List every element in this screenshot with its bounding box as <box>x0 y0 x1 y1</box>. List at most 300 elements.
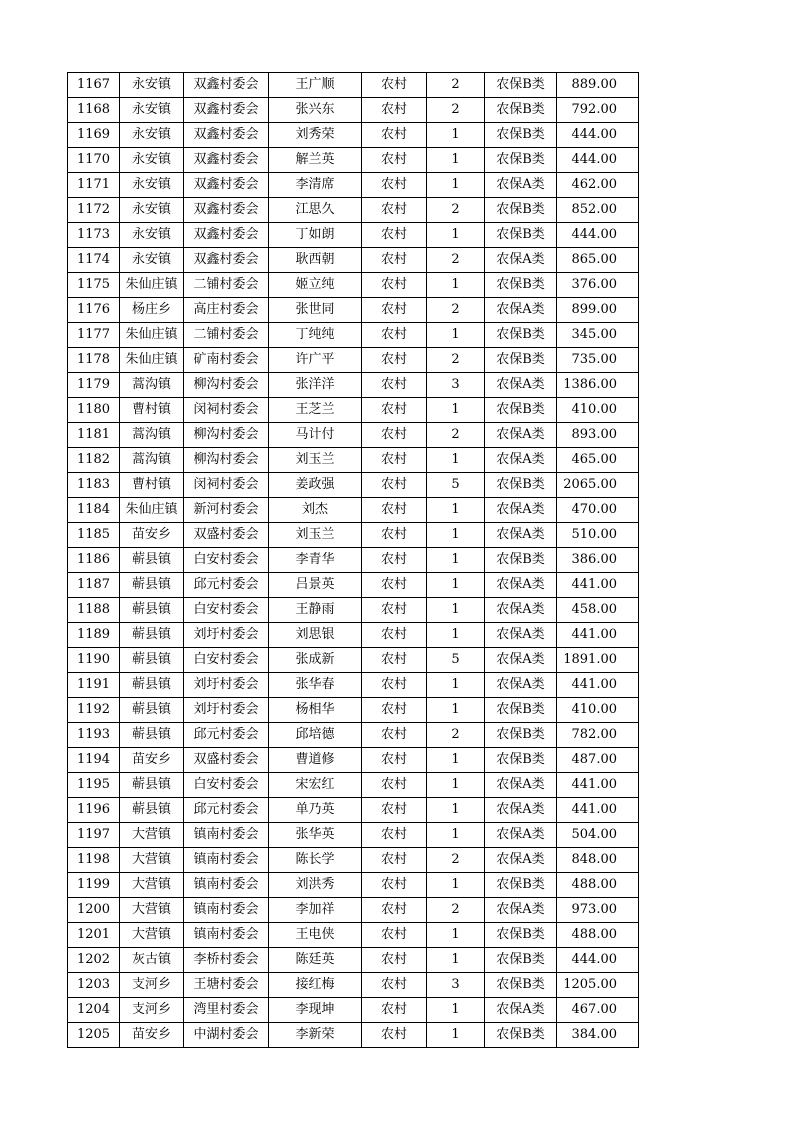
area-type-cell: 农村 <box>362 673 427 698</box>
row-number-cell: 1196 <box>68 798 120 823</box>
category-cell: 农保B类 <box>485 748 557 773</box>
category-cell: 农保B类 <box>485 548 557 573</box>
town-cell: 永安镇 <box>120 123 184 148</box>
name-cell: 单乃英 <box>269 798 362 823</box>
row-number-cell: 1201 <box>68 923 120 948</box>
category-cell: 农保A类 <box>485 173 557 198</box>
household-size-cell: 1 <box>427 323 485 348</box>
household-size-cell: 1 <box>427 948 485 973</box>
amount-cell: 865.00 <box>557 248 639 273</box>
village-cell: 闵祠村委会 <box>184 398 269 423</box>
row-number-cell: 1185 <box>68 523 120 548</box>
area-type-cell: 农村 <box>362 498 427 523</box>
category-cell: 农保A类 <box>485 798 557 823</box>
table-row <box>68 198 639 223</box>
town-cell: 曹村镇 <box>120 473 184 498</box>
row-number-cell: 1167 <box>68 73 120 98</box>
village-cell: 双鑫村委会 <box>184 123 269 148</box>
category-cell: 农保B类 <box>485 948 557 973</box>
household-size-cell: 1 <box>427 498 485 523</box>
name-cell: 宋宏红 <box>269 773 362 798</box>
category-cell: 农保B类 <box>485 873 557 898</box>
town-cell: 永安镇 <box>120 73 184 98</box>
name-cell: 李青华 <box>269 548 362 573</box>
amount-cell: 852.00 <box>557 198 639 223</box>
table-row <box>68 773 639 798</box>
town-cell: 蕲县镇 <box>120 648 184 673</box>
name-cell: 刘玉兰 <box>269 523 362 548</box>
category-cell: 农保A类 <box>485 248 557 273</box>
category-cell: 农保B类 <box>485 198 557 223</box>
row-number-cell: 1177 <box>68 323 120 348</box>
village-cell: 柳沟村委会 <box>184 448 269 473</box>
name-cell: 陈廷英 <box>269 948 362 973</box>
row-number-cell: 1195 <box>68 773 120 798</box>
town-cell: 灰古镇 <box>120 948 184 973</box>
name-cell: 陈长学 <box>269 848 362 873</box>
household-size-cell: 2 <box>427 723 485 748</box>
name-cell: 刘玉兰 <box>269 448 362 473</box>
household-size-cell: 1 <box>427 748 485 773</box>
name-cell: 李现坤 <box>269 998 362 1023</box>
village-cell: 矿南村委会 <box>184 348 269 373</box>
household-size-cell: 1 <box>427 923 485 948</box>
row-number-cell: 1194 <box>68 748 120 773</box>
table-row <box>68 723 639 748</box>
amount-cell: 487.00 <box>557 748 639 773</box>
table-row <box>68 923 639 948</box>
area-type-cell: 农村 <box>362 923 427 948</box>
table-row <box>68 98 639 123</box>
row-number-cell: 1203 <box>68 973 120 998</box>
category-cell: 农保A类 <box>485 298 557 323</box>
amount-cell: 462.00 <box>557 173 639 198</box>
table-row <box>68 523 639 548</box>
category-cell: 农保B类 <box>485 348 557 373</box>
row-number-cell: 1188 <box>68 598 120 623</box>
amount-cell: 444.00 <box>557 948 639 973</box>
area-type-cell: 农村 <box>362 348 427 373</box>
name-cell: 王电侠 <box>269 923 362 948</box>
table-row <box>68 398 639 423</box>
household-size-cell: 1 <box>427 873 485 898</box>
category-cell: 农保B类 <box>485 473 557 498</box>
name-cell: 江思久 <box>269 198 362 223</box>
amount-cell: 441.00 <box>557 623 639 648</box>
row-number-cell: 1170 <box>68 148 120 173</box>
amount-cell: 410.00 <box>557 698 639 723</box>
table-row <box>68 148 639 173</box>
table-row <box>68 998 639 1023</box>
amount-cell: 510.00 <box>557 523 639 548</box>
table-row <box>68 648 639 673</box>
amount-cell: 465.00 <box>557 448 639 473</box>
row-number-cell: 1171 <box>68 173 120 198</box>
household-size-cell: 2 <box>427 198 485 223</box>
name-cell: 张华春 <box>269 673 362 698</box>
town-cell: 蕲县镇 <box>120 773 184 798</box>
amount-cell: 467.00 <box>557 998 639 1023</box>
area-type-cell: 农村 <box>362 73 427 98</box>
category-cell: 农保A类 <box>485 423 557 448</box>
row-number-cell: 1175 <box>68 273 120 298</box>
village-cell: 邱元村委会 <box>184 798 269 823</box>
town-cell: 永安镇 <box>120 173 184 198</box>
village-cell: 刘圩村委会 <box>184 698 269 723</box>
name-cell: 杨相华 <box>269 698 362 723</box>
category-cell: 农保A类 <box>485 448 557 473</box>
household-size-cell: 2 <box>427 898 485 923</box>
row-number-cell: 1198 <box>68 848 120 873</box>
household-size-cell: 1 <box>427 223 485 248</box>
household-size-cell: 1 <box>427 148 485 173</box>
category-cell: 农保A类 <box>485 498 557 523</box>
town-cell: 朱仙庄镇 <box>120 273 184 298</box>
category-cell: 农保A类 <box>485 673 557 698</box>
name-cell: 吕景英 <box>269 573 362 598</box>
area-type-cell: 农村 <box>362 698 427 723</box>
village-cell: 镇南村委会 <box>184 923 269 948</box>
village-cell: 柳沟村委会 <box>184 373 269 398</box>
town-cell: 杨庄乡 <box>120 298 184 323</box>
row-number-cell: 1189 <box>68 623 120 648</box>
row-number-cell: 1204 <box>68 998 120 1023</box>
household-size-cell: 1 <box>427 523 485 548</box>
amount-cell: 441.00 <box>557 798 639 823</box>
village-cell: 双鑫村委会 <box>184 98 269 123</box>
amount-cell: 893.00 <box>557 423 639 448</box>
amount-cell: 1891.00 <box>557 648 639 673</box>
category-cell: 农保A类 <box>485 823 557 848</box>
name-cell: 耿西朝 <box>269 248 362 273</box>
area-type-cell: 农村 <box>362 773 427 798</box>
name-cell: 王静雨 <box>269 598 362 623</box>
row-number-cell: 1169 <box>68 123 120 148</box>
table-row <box>68 423 639 448</box>
household-size-cell: 5 <box>427 473 485 498</box>
table-row <box>68 573 639 598</box>
household-size-cell: 1 <box>427 998 485 1023</box>
town-cell: 蕲县镇 <box>120 723 184 748</box>
village-cell: 王塘村委会 <box>184 973 269 998</box>
name-cell: 邱培德 <box>269 723 362 748</box>
village-cell: 闵祠村委会 <box>184 473 269 498</box>
row-number-cell: 1187 <box>68 573 120 598</box>
row-number-cell: 1202 <box>68 948 120 973</box>
table-row <box>68 598 639 623</box>
household-size-cell: 2 <box>427 73 485 98</box>
name-cell: 张华英 <box>269 823 362 848</box>
amount-cell: 1386.00 <box>557 373 639 398</box>
town-cell: 蕲县镇 <box>120 623 184 648</box>
amount-cell: 973.00 <box>557 898 639 923</box>
table-row <box>68 748 639 773</box>
category-cell: 农保B类 <box>485 1023 557 1048</box>
household-size-cell: 1 <box>427 173 485 198</box>
row-number-cell: 1174 <box>68 248 120 273</box>
amount-cell: 441.00 <box>557 773 639 798</box>
row-number-cell: 1191 <box>68 673 120 698</box>
town-cell: 朱仙庄镇 <box>120 348 184 373</box>
household-size-cell: 1 <box>427 398 485 423</box>
village-cell: 双鑫村委会 <box>184 198 269 223</box>
amount-cell: 384.00 <box>557 1023 639 1048</box>
town-cell: 大营镇 <box>120 898 184 923</box>
household-size-cell: 1 <box>427 698 485 723</box>
household-size-cell: 1 <box>427 823 485 848</box>
town-cell: 蕲县镇 <box>120 573 184 598</box>
village-cell: 白安村委会 <box>184 773 269 798</box>
area-type-cell: 农村 <box>362 748 427 773</box>
table-row <box>68 173 639 198</box>
table-row <box>68 248 639 273</box>
village-cell: 镇南村委会 <box>184 898 269 923</box>
category-cell: 农保B类 <box>485 323 557 348</box>
category-cell: 农保B类 <box>485 98 557 123</box>
household-size-cell: 1 <box>427 548 485 573</box>
household-size-cell: 1 <box>427 448 485 473</box>
table-row <box>68 298 639 323</box>
row-number-cell: 1173 <box>68 223 120 248</box>
amount-cell: 345.00 <box>557 323 639 348</box>
amount-cell: 1205.00 <box>557 973 639 998</box>
village-cell: 双鑫村委会 <box>184 223 269 248</box>
village-cell: 湾里村委会 <box>184 998 269 1023</box>
town-cell: 永安镇 <box>120 98 184 123</box>
table-row <box>68 798 639 823</box>
name-cell: 丁纯纯 <box>269 323 362 348</box>
village-cell: 白安村委会 <box>184 648 269 673</box>
town-cell: 苗安乡 <box>120 748 184 773</box>
village-cell: 中湖村委会 <box>184 1023 269 1048</box>
row-number-cell: 1182 <box>68 448 120 473</box>
table-row <box>68 273 639 298</box>
name-cell: 张兴东 <box>269 98 362 123</box>
category-cell: 农保B类 <box>485 123 557 148</box>
village-cell: 双鑫村委会 <box>184 173 269 198</box>
village-cell: 镇南村委会 <box>184 873 269 898</box>
category-cell: 农保A类 <box>485 573 557 598</box>
town-cell: 支河乡 <box>120 973 184 998</box>
village-cell: 镇南村委会 <box>184 848 269 873</box>
town-cell: 大营镇 <box>120 923 184 948</box>
name-cell: 刘洪秀 <box>269 873 362 898</box>
amount-cell: 792.00 <box>557 98 639 123</box>
table-row <box>68 698 639 723</box>
area-type-cell: 农村 <box>362 823 427 848</box>
area-type-cell: 农村 <box>362 273 427 298</box>
row-number-cell: 1168 <box>68 98 120 123</box>
table-row <box>68 623 639 648</box>
name-cell: 李新荣 <box>269 1023 362 1048</box>
name-cell: 姬立纯 <box>269 273 362 298</box>
row-number-cell: 1179 <box>68 373 120 398</box>
table-row <box>68 73 639 98</box>
area-type-cell: 农村 <box>362 448 427 473</box>
amount-cell: 504.00 <box>557 823 639 848</box>
amount-cell: 376.00 <box>557 273 639 298</box>
area-type-cell: 农村 <box>362 173 427 198</box>
town-cell: 永安镇 <box>120 248 184 273</box>
table-row <box>68 948 639 973</box>
category-cell: 农保B类 <box>485 73 557 98</box>
name-cell: 王广顺 <box>269 73 362 98</box>
area-type-cell: 农村 <box>362 598 427 623</box>
name-cell: 张洋洋 <box>269 373 362 398</box>
area-type-cell: 农村 <box>362 623 427 648</box>
town-cell: 蒿沟镇 <box>120 423 184 448</box>
table-row <box>68 473 639 498</box>
row-number-cell: 1181 <box>68 423 120 448</box>
area-type-cell: 农村 <box>362 473 427 498</box>
household-size-cell: 1 <box>427 798 485 823</box>
area-type-cell: 农村 <box>362 798 427 823</box>
area-type-cell: 农村 <box>362 373 427 398</box>
table-row <box>68 1023 639 1048</box>
household-size-cell: 2 <box>427 348 485 373</box>
category-cell: 农保A类 <box>485 998 557 1023</box>
town-cell: 蕲县镇 <box>120 598 184 623</box>
household-size-cell: 1 <box>427 673 485 698</box>
category-cell: 农保A类 <box>485 598 557 623</box>
name-cell: 张世同 <box>269 298 362 323</box>
town-cell: 蒿沟镇 <box>120 373 184 398</box>
area-type-cell: 农村 <box>362 398 427 423</box>
village-cell: 柳沟村委会 <box>184 423 269 448</box>
household-size-cell: 2 <box>427 298 485 323</box>
household-size-cell: 1 <box>427 1023 485 1048</box>
household-size-cell: 2 <box>427 423 485 448</box>
category-cell: 农保A类 <box>485 373 557 398</box>
name-cell: 刘杰 <box>269 498 362 523</box>
area-type-cell: 农村 <box>362 223 427 248</box>
amount-cell: 899.00 <box>557 298 639 323</box>
row-number-cell: 1205 <box>68 1023 120 1048</box>
household-size-cell: 1 <box>427 773 485 798</box>
amount-cell: 782.00 <box>557 723 639 748</box>
town-cell: 蕲县镇 <box>120 548 184 573</box>
row-number-cell: 1176 <box>68 298 120 323</box>
village-cell: 李桥村委会 <box>184 948 269 973</box>
area-type-cell: 农村 <box>362 998 427 1023</box>
household-size-cell: 1 <box>427 123 485 148</box>
village-cell: 刘圩村委会 <box>184 623 269 648</box>
table-row <box>68 548 639 573</box>
town-cell: 永安镇 <box>120 198 184 223</box>
name-cell: 王芝兰 <box>269 398 362 423</box>
town-cell: 苗安乡 <box>120 523 184 548</box>
town-cell: 永安镇 <box>120 148 184 173</box>
table-row <box>68 373 639 398</box>
town-cell: 曹村镇 <box>120 398 184 423</box>
village-cell: 白安村委会 <box>184 598 269 623</box>
row-number-cell: 1183 <box>68 473 120 498</box>
amount-cell: 441.00 <box>557 573 639 598</box>
table-row <box>68 973 639 998</box>
area-type-cell: 农村 <box>362 298 427 323</box>
town-cell: 蕲县镇 <box>120 673 184 698</box>
area-type-cell: 农村 <box>362 523 427 548</box>
table-row <box>68 498 639 523</box>
amount-cell: 410.00 <box>557 398 639 423</box>
town-cell: 朱仙庄镇 <box>120 498 184 523</box>
area-type-cell: 农村 <box>362 323 427 348</box>
area-type-cell: 农村 <box>362 573 427 598</box>
category-cell: 农保A类 <box>485 523 557 548</box>
table-row <box>68 898 639 923</box>
town-cell: 大营镇 <box>120 823 184 848</box>
town-cell: 蒿沟镇 <box>120 448 184 473</box>
town-cell: 朱仙庄镇 <box>120 323 184 348</box>
household-size-cell: 2 <box>427 848 485 873</box>
town-cell: 大营镇 <box>120 873 184 898</box>
amount-cell: 458.00 <box>557 598 639 623</box>
name-cell: 接红梅 <box>269 973 362 998</box>
village-cell: 新河村委会 <box>184 498 269 523</box>
name-cell: 刘秀荣 <box>269 123 362 148</box>
village-cell: 双鑫村委会 <box>184 248 269 273</box>
name-cell: 刘思银 <box>269 623 362 648</box>
amount-cell: 2065.00 <box>557 473 639 498</box>
name-cell: 张成新 <box>269 648 362 673</box>
village-cell: 双盛村委会 <box>184 523 269 548</box>
record-table <box>67 72 639 1048</box>
category-cell: 农保A类 <box>485 773 557 798</box>
amount-cell: 470.00 <box>557 498 639 523</box>
area-type-cell: 农村 <box>362 948 427 973</box>
household-size-cell: 1 <box>427 598 485 623</box>
village-cell: 双鑫村委会 <box>184 148 269 173</box>
area-type-cell: 农村 <box>362 848 427 873</box>
household-size-cell: 5 <box>427 648 485 673</box>
table-row <box>68 873 639 898</box>
row-number-cell: 1178 <box>68 348 120 373</box>
name-cell: 李清席 <box>269 173 362 198</box>
category-cell: 农保B类 <box>485 698 557 723</box>
category-cell: 农保B类 <box>485 273 557 298</box>
area-type-cell: 农村 <box>362 973 427 998</box>
town-cell: 支河乡 <box>120 998 184 1023</box>
row-number-cell: 1199 <box>68 873 120 898</box>
area-type-cell: 农村 <box>362 548 427 573</box>
area-type-cell: 农村 <box>362 723 427 748</box>
town-cell: 永安镇 <box>120 223 184 248</box>
village-cell: 双鑫村委会 <box>184 73 269 98</box>
village-cell: 镇南村委会 <box>184 823 269 848</box>
name-cell: 曹道修 <box>269 748 362 773</box>
category-cell: 农保B类 <box>485 148 557 173</box>
village-cell: 二铺村委会 <box>184 323 269 348</box>
town-cell: 蕲县镇 <box>120 698 184 723</box>
table-row <box>68 323 639 348</box>
table-body <box>68 73 639 1048</box>
area-type-cell: 农村 <box>362 248 427 273</box>
household-size-cell: 2 <box>427 98 485 123</box>
category-cell: 农保A类 <box>485 898 557 923</box>
household-size-cell: 1 <box>427 623 485 648</box>
table-row <box>68 123 639 148</box>
village-cell: 双盛村委会 <box>184 748 269 773</box>
table-row <box>68 448 639 473</box>
row-number-cell: 1172 <box>68 198 120 223</box>
village-cell: 二铺村委会 <box>184 273 269 298</box>
area-type-cell: 农村 <box>362 423 427 448</box>
category-cell: 农保A类 <box>485 623 557 648</box>
name-cell: 李加祥 <box>269 898 362 923</box>
amount-cell: 444.00 <box>557 148 639 173</box>
row-number-cell: 1192 <box>68 698 120 723</box>
category-cell: 农保A类 <box>485 848 557 873</box>
